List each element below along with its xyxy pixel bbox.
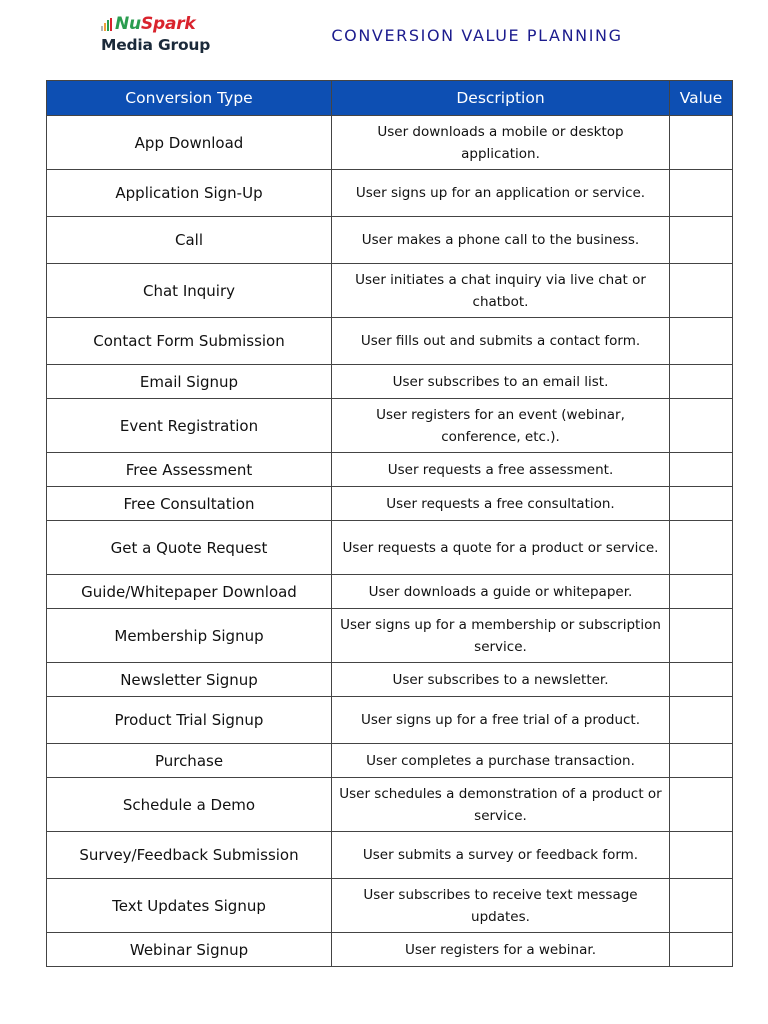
table-row xyxy=(47,521,733,575)
value-cell[interactable] xyxy=(670,453,733,487)
description-cell: User completes a purchase transaction. xyxy=(332,744,670,778)
description-cell: User downloads a mobile or desktop application. xyxy=(332,116,670,170)
conversion-type-cell: Contact Form Submission xyxy=(47,318,332,365)
conversion-type-cell: Newsletter Signup xyxy=(47,663,332,697)
description-cell: User requests a quote for a product or service. xyxy=(332,521,670,575)
description-cell: User requests a free consultation. xyxy=(332,487,670,521)
table-row xyxy=(47,318,733,365)
conversion-type-cell: Guide/Whitepaper Download xyxy=(47,575,332,609)
table-row xyxy=(47,697,733,744)
description-cell: User signs up for an application or service. xyxy=(332,170,670,217)
value-cell[interactable] xyxy=(670,116,733,170)
description-cell: User makes a phone call to the business. xyxy=(332,217,670,264)
column-header-value: Value xyxy=(670,81,733,116)
description-cell: User registers for a webinar. xyxy=(332,933,670,967)
description-cell: User subscribes to receive text message updates. xyxy=(332,879,670,933)
table-row xyxy=(47,170,733,217)
conversion-type-cell: Chat Inquiry xyxy=(47,264,332,318)
conversion-type-cell: App Download xyxy=(47,116,332,170)
conversion-type-cell: Product Trial Signup xyxy=(47,697,332,744)
conversion-type-cell: Get a Quote Request xyxy=(47,521,332,575)
value-cell[interactable] xyxy=(670,879,733,933)
table-row xyxy=(47,609,733,663)
value-cell[interactable] xyxy=(670,170,733,217)
conversion-type-cell: Email Signup xyxy=(47,365,332,399)
conversion-type-cell: Webinar Signup xyxy=(47,933,332,967)
table-row xyxy=(47,879,733,933)
table-row xyxy=(47,575,733,609)
value-cell[interactable] xyxy=(670,609,733,663)
conversion-type-cell: Call xyxy=(47,217,332,264)
conversion-type-cell: Membership Signup xyxy=(47,609,332,663)
value-cell[interactable] xyxy=(670,697,733,744)
table-row xyxy=(47,933,733,967)
logo-brand xyxy=(115,14,196,34)
table-row xyxy=(47,663,733,697)
value-cell[interactable] xyxy=(670,399,733,453)
conversion-type-cell: Event Registration xyxy=(47,399,332,453)
conversion-type-cell: Free Assessment xyxy=(47,453,332,487)
value-cell[interactable] xyxy=(670,832,733,879)
conversion-type-cell: Free Consultation xyxy=(47,487,332,521)
table-row xyxy=(47,453,733,487)
value-cell[interactable] xyxy=(670,575,733,609)
description-cell: User downloads a guide or whitepaper. xyxy=(332,575,670,609)
table-row xyxy=(47,832,733,879)
column-header-type: Conversion Type xyxy=(47,81,332,116)
column-header-description: Description xyxy=(332,81,670,116)
description-cell: User subscribes to a newsletter. xyxy=(332,663,670,697)
conversion-type-cell: Survey/Feedback Submission xyxy=(47,832,332,879)
table-row xyxy=(47,487,733,521)
logo-nu: Nu xyxy=(115,14,141,34)
table-row xyxy=(47,116,733,170)
table-row xyxy=(47,217,733,264)
value-cell[interactable] xyxy=(670,521,733,575)
value-cell[interactable] xyxy=(670,487,733,521)
conversion-type-cell: Application Sign-Up xyxy=(47,170,332,217)
table-row xyxy=(47,399,733,453)
description-cell: User fills out and submits a contact form. xyxy=(332,318,670,365)
logo-spark: Spark xyxy=(140,14,196,34)
description-cell: User registers for an event (webinar, conference, etc.). xyxy=(332,399,670,453)
description-cell: User schedules a demonstration of a product or service. xyxy=(332,778,670,832)
value-cell[interactable] xyxy=(670,744,733,778)
logo-subtitle: Media Group xyxy=(101,36,211,54)
table-row xyxy=(47,778,733,832)
description-cell: User subscribes to an email list. xyxy=(332,365,670,399)
description-cell: User requests a free assessment. xyxy=(332,453,670,487)
nuspark-logo xyxy=(101,14,231,58)
table-header-row xyxy=(47,81,733,116)
conversion-table xyxy=(46,80,733,967)
value-cell[interactable] xyxy=(670,933,733,967)
value-cell[interactable] xyxy=(670,778,733,832)
table-row xyxy=(47,365,733,399)
logo-top-line xyxy=(101,14,231,34)
description-cell: User initiates a chat inquiry via live chat or chatbot. xyxy=(332,264,670,318)
description-cell: User signs up for a membership or subscription service. xyxy=(332,609,670,663)
conversion-type-cell: Purchase xyxy=(47,744,332,778)
description-cell: User submits a survey or feedback form. xyxy=(332,832,670,879)
conversion-type-cell: Schedule a Demo xyxy=(47,778,332,832)
page-title: CONVERSION VALUE PLANNING xyxy=(331,26,623,45)
value-cell[interactable] xyxy=(670,365,733,399)
bar-chart-icon xyxy=(101,18,112,34)
table-row xyxy=(47,264,733,318)
description-cell: User signs up for a free trial of a product. xyxy=(332,697,670,744)
conversion-type-cell: Text Updates Signup xyxy=(47,879,332,933)
value-cell[interactable] xyxy=(670,318,733,365)
value-cell[interactable] xyxy=(670,217,733,264)
value-cell[interactable] xyxy=(670,663,733,697)
table-row xyxy=(47,744,733,778)
value-cell[interactable] xyxy=(670,264,733,318)
